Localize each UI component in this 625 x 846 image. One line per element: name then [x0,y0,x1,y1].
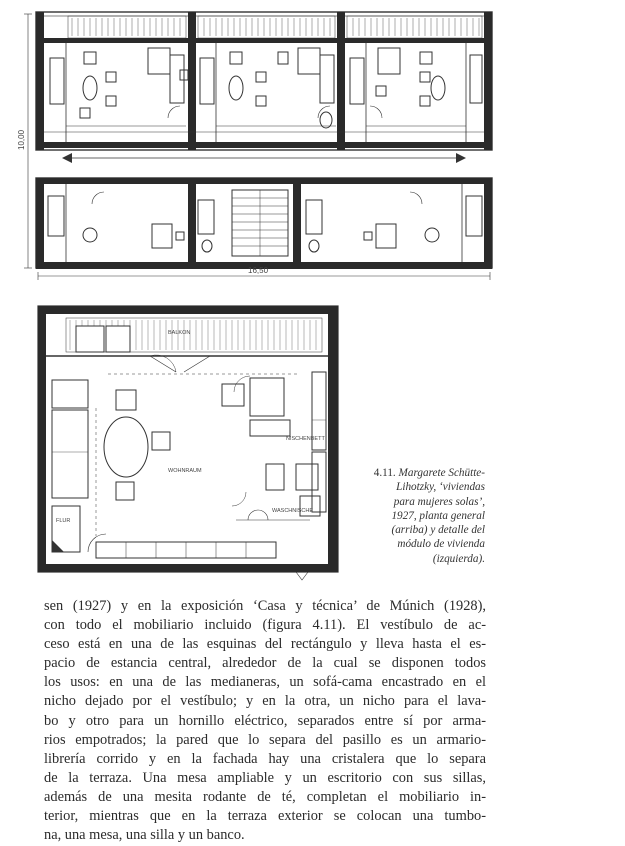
body-line: ceso está en una de las esquinas del rectángulo y lleva hasta el es- [44,636,486,653]
caption-number: 4.11. [373,467,396,479]
caption-line: (arriba) y detalle del [391,524,485,537]
body-line: librería corrido y en la fachada hay una cristalera que lo separa [44,750,486,767]
caption-line: Margarete Schütte- [398,467,485,479]
lower-floor-plan [36,178,492,269]
room-label-nischenbett: NISCHENBETT [286,436,325,442]
body-line: los usos: en una de las medianeras, un sofá-cama encastrado en el [44,674,486,691]
corridor-arrow [62,153,466,163]
body-line: na, una mesa, una silla y un banco. [44,827,245,844]
width-dimension-label: 16,50 [248,266,269,275]
caption-line: módulo de vivienda [397,538,485,551]
body-line: nicho dejado por el vestíbulo; y en la otra, un nicho para el lava- [44,693,486,710]
upper-floor-plan [36,12,492,150]
figure-caption [325,466,485,566]
body-paragraph [44,597,486,845]
room-label-wohnraum: WOHNRAUM [168,468,202,474]
module-detail-plan [38,306,338,580]
room-label-balcon: BALKON [168,330,191,336]
room-label-flur: FLUR [56,518,71,524]
body-line: pacio de estancia central, alrededor de la cual se disponen todos [44,655,486,672]
body-line: bo y otro para un hornillo eléctrico, separados entre sí por arma- [44,712,486,729]
body-line: terior, mientras que en la terraza exterior se colocan una tumbo- [44,808,486,825]
body-line: con todo el mobiliario incluido (figura 4.11). El vestíbulo de ac- [44,617,486,634]
caption-line: Lihotzky, ‘viviendas [396,481,485,494]
caption-line: (izquierda). [432,552,485,565]
room-label-waschnische: WASCHNISCHE [272,508,314,514]
caption-line: 1927, planta general [391,509,485,522]
body-line: además de una mesita rodante de té, completan el mobiliario in- [44,788,486,805]
body-line: sen (1927) y en la exposición ‘Casa y técnica’ de Múnich (1928), [44,598,486,614]
body-line: rios empotrados; la pared que lo separa del pasillo es un armario- [44,731,486,748]
caption-line: para mujeres solas’, [393,495,485,508]
body-line: de la terraza. Una mesa ampliable y un escritorio con sus sillas, [44,769,486,786]
height-dimension-label: 10,00 [17,129,26,150]
